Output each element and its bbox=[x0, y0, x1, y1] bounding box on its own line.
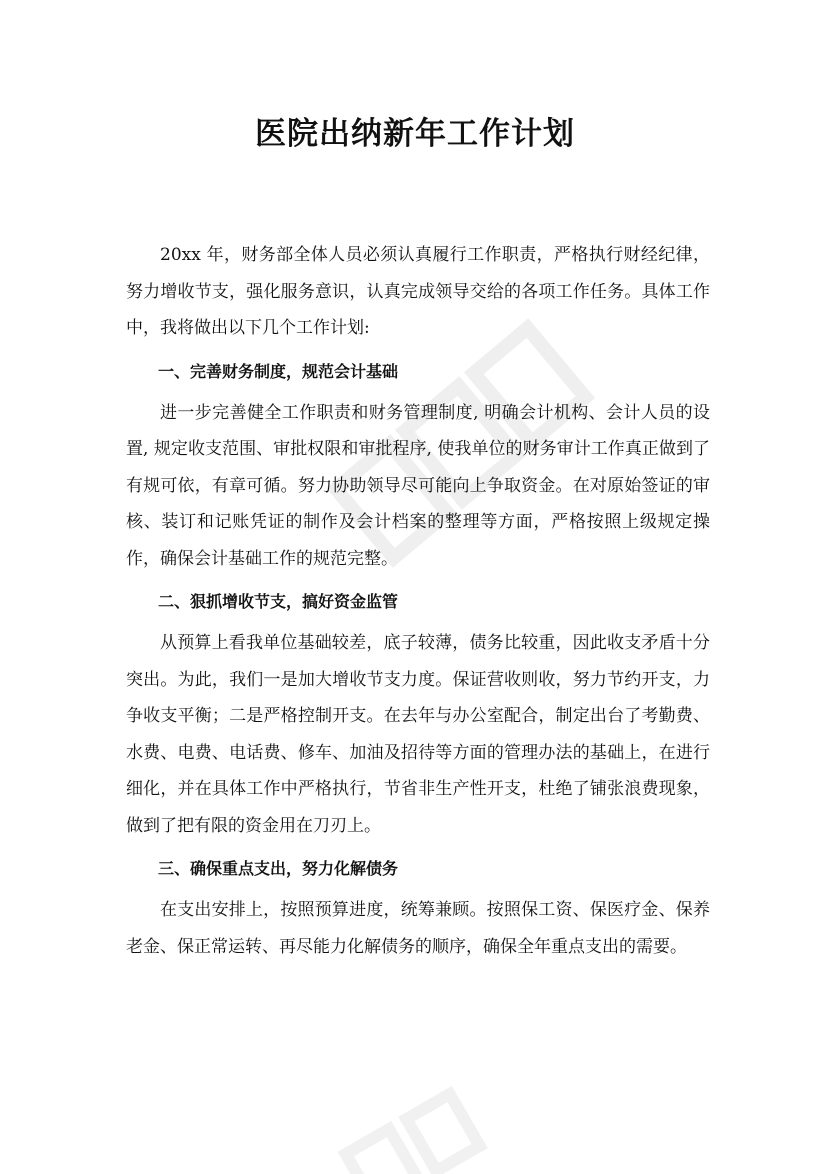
section-heading-2: 二、狠抓增收节支，搞好资金监管 bbox=[158, 592, 399, 611]
section-body-3: 在支出安排上，按照预算进度，统筹兼顾。按照保工资、保医疗金、保养老金、保正常运转、再尽能力化解债务的顺序，确保全年重点支出的需要。 bbox=[126, 900, 710, 957]
document-body bbox=[126, 237, 710, 965]
section-body-1: 进一步完善健全工作职责和财务管理制度, 明确会计机构、会计人员的设置, 规定收支范围、审批权限和审批程序, 使我单位的财务审计工作真正做到了有规可依，有章可循。努力协助领导尽可能向上争取资金。在对原始签证的审核、装订和记账凭证的制作及会计档案的整理等方面，严格按照上级规定操作，确保会计基础工作的规范完整。 bbox=[126, 402, 710, 569]
section-heading-1: 一、完善财务制度，规范会计基础 bbox=[158, 361, 399, 381]
watermark-graphic-bottom bbox=[320, 1080, 540, 1174]
document-title: 医院出纳新年工作计划 bbox=[255, 116, 575, 152]
intro-paragraph: 20xx 年，财务部全体人员必须认真履行工作职责，严格执行财经纪律，努力增收节支，强化服务意识，认真完成领导交给的各项工作任务。具体工作中，我将做出以下几个工作计划: bbox=[126, 245, 710, 338]
section-heading-3: 三、确保重点支出，努力化解债务 bbox=[158, 859, 399, 878]
section-body-2: 从预算上看我单位基础较差，底子较薄，债务比较重，因此收支矛盾十分突出。为此，我们一是加大增收节支力度。保证营收则收，努力节约开支，力争收支平衡；二是严格控制开支。在去年与办公室配合，制定出台了考勤费、水费、电费、电话费、修车、加油及招待等方面的管理办法的基础上，在进行细化，并在具体工作中严格执行，节省非生产性开支，杜绝了铺张浪费现象，做到了把有限的资金用在刀刃上。 bbox=[126, 633, 710, 836]
